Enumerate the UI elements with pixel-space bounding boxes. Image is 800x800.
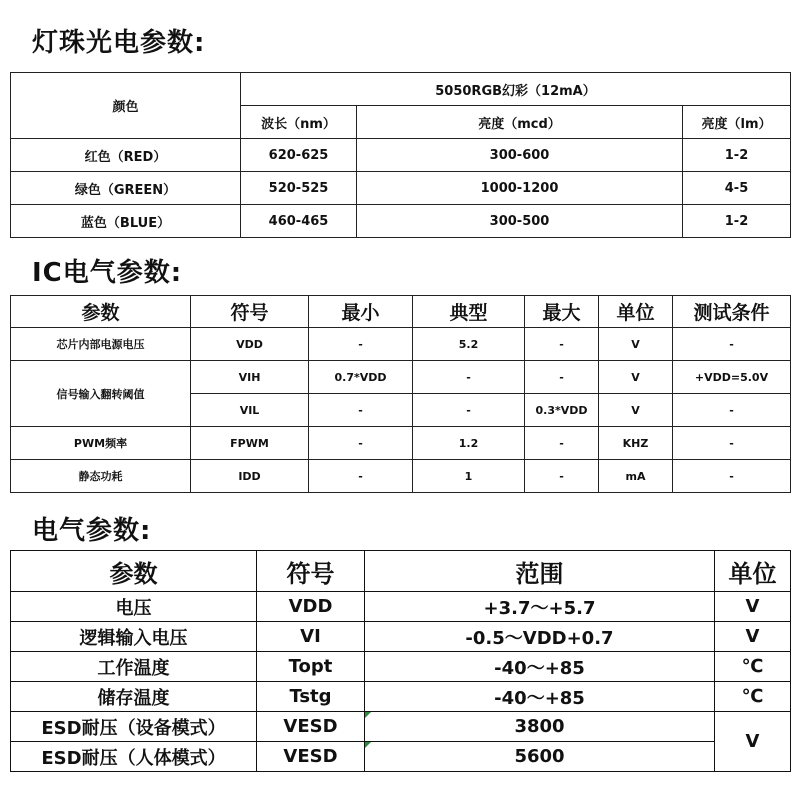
param-cell: 逻辑输入电压	[11, 622, 257, 652]
param-cell: 静态功耗	[11, 460, 191, 493]
max-cell: 0.3*VDD	[525, 394, 599, 427]
typ-cell: 1	[413, 460, 525, 493]
symbol-cell: VDD	[257, 592, 365, 622]
symbol-cell: Topt	[257, 652, 365, 682]
wavelength-cell: 520-525	[241, 172, 357, 205]
max-cell: -	[525, 427, 599, 460]
lm-cell: 4-5	[683, 172, 791, 205]
wavelength-cell: 460-465	[241, 205, 357, 238]
header-condition: 测试条件	[673, 296, 791, 328]
param-cell: PWM频率	[11, 427, 191, 460]
unit-cell: mA	[599, 460, 673, 493]
unit-cell: V	[715, 592, 791, 622]
header-symbol: 符号	[191, 296, 309, 328]
mcd-cell: 300-500	[357, 205, 683, 238]
header-param: 参数	[11, 551, 257, 592]
symbol-cell: VI	[257, 622, 365, 652]
header-unit: 单位	[715, 551, 791, 592]
table-row	[11, 205, 791, 238]
lm-cell: 1-2	[683, 205, 791, 238]
param-cell: ESD耐压（人体模式）	[11, 742, 257, 772]
wavelength-cell: 620-625	[241, 139, 357, 172]
table-row	[11, 427, 791, 460]
table-row	[11, 712, 791, 742]
table-row	[11, 622, 791, 652]
symbol-cell: VDD	[191, 328, 309, 361]
elec-params-table	[10, 550, 791, 772]
symbol-cell: FPWM	[191, 427, 309, 460]
unit-cell: V	[599, 328, 673, 361]
condition-cell: +VDD=5.0V	[673, 361, 791, 394]
table-row	[11, 139, 791, 172]
range-cell: +3.7～+5.7	[365, 592, 715, 622]
symbol-cell: VIH	[191, 361, 309, 394]
header-min: 最小	[309, 296, 413, 328]
param-cell: 电压	[11, 592, 257, 622]
symbol-cell: VESD	[257, 742, 365, 772]
symbol-cell: Tstg	[257, 682, 365, 712]
wavelength-header: 波长（nm）	[241, 106, 357, 139]
range-cell: -40～+85	[365, 652, 715, 682]
table-row	[11, 682, 791, 712]
table-row	[11, 742, 791, 772]
table-row	[11, 361, 791, 394]
header-max: 最大	[525, 296, 599, 328]
typ-cell: -	[413, 394, 525, 427]
header-typ: 典型	[413, 296, 525, 328]
range-cell: -40～+85	[365, 682, 715, 712]
min-cell: -	[309, 460, 413, 493]
max-cell: -	[525, 361, 599, 394]
color-cell: 红色（RED）	[11, 139, 241, 172]
range-cell: 5600	[365, 742, 715, 772]
condition-cell: -	[673, 394, 791, 427]
condition-cell: -	[673, 328, 791, 361]
unit-cell: V	[599, 361, 673, 394]
table-row	[11, 328, 791, 361]
typ-cell: -	[413, 361, 525, 394]
header-param: 参数	[11, 296, 191, 328]
led-params-heading: 灯珠光电参数:	[32, 28, 206, 58]
group-header: 5050RGB幻彩（12mA）	[241, 73, 791, 106]
min-cell: 0.7*VDD	[309, 361, 413, 394]
param-cell: 储存温度	[11, 682, 257, 712]
table-row	[11, 172, 791, 205]
unit-cell: ℃	[715, 682, 791, 712]
table-row	[11, 652, 791, 682]
min-cell: -	[309, 328, 413, 361]
param-cell: 芯片内部电源电压	[11, 328, 191, 361]
table-row	[11, 460, 791, 493]
lm-header: 亮度（lm）	[683, 106, 791, 139]
unit-cell: ℃	[715, 652, 791, 682]
elec-params-heading: 电气参数:	[32, 516, 152, 546]
ic-params-table	[10, 295, 791, 493]
ic-params-heading: IC电气参数:	[32, 258, 183, 288]
led-params-table	[10, 72, 791, 238]
range-cell: 3800	[365, 712, 715, 742]
mcd-cell: 1000-1200	[357, 172, 683, 205]
header-unit: 单位	[599, 296, 673, 328]
condition-cell: -	[673, 427, 791, 460]
header-range: 范围	[365, 551, 715, 592]
mcd-cell: 300-600	[357, 139, 683, 172]
table-row	[11, 592, 791, 622]
param-cell: ESD耐压（设备模式）	[11, 712, 257, 742]
param-cell: 工作温度	[11, 652, 257, 682]
header-symbol: 符号	[257, 551, 365, 592]
range-cell: -0.5～VDD+0.7	[365, 622, 715, 652]
unit-cell: V	[715, 712, 791, 772]
color-header: 颜色	[11, 73, 241, 139]
max-cell: -	[525, 460, 599, 493]
typ-cell: 5.2	[413, 328, 525, 361]
symbol-cell: VESD	[257, 712, 365, 742]
max-cell: -	[525, 328, 599, 361]
min-cell: -	[309, 427, 413, 460]
mcd-header: 亮度（mcd）	[357, 106, 683, 139]
param-cell: 信号输入翻转阈值	[11, 361, 191, 427]
color-cell: 绿色（GREEN）	[11, 172, 241, 205]
min-cell: -	[309, 394, 413, 427]
symbol-cell: IDD	[191, 460, 309, 493]
color-cell: 蓝色（BLUE）	[11, 205, 241, 238]
unit-cell: V	[599, 394, 673, 427]
condition-cell: -	[673, 460, 791, 493]
unit-cell: V	[715, 622, 791, 652]
lm-cell: 1-2	[683, 139, 791, 172]
symbol-cell: VIL	[191, 394, 309, 427]
unit-cell: KHZ	[599, 427, 673, 460]
typ-cell: 1.2	[413, 427, 525, 460]
